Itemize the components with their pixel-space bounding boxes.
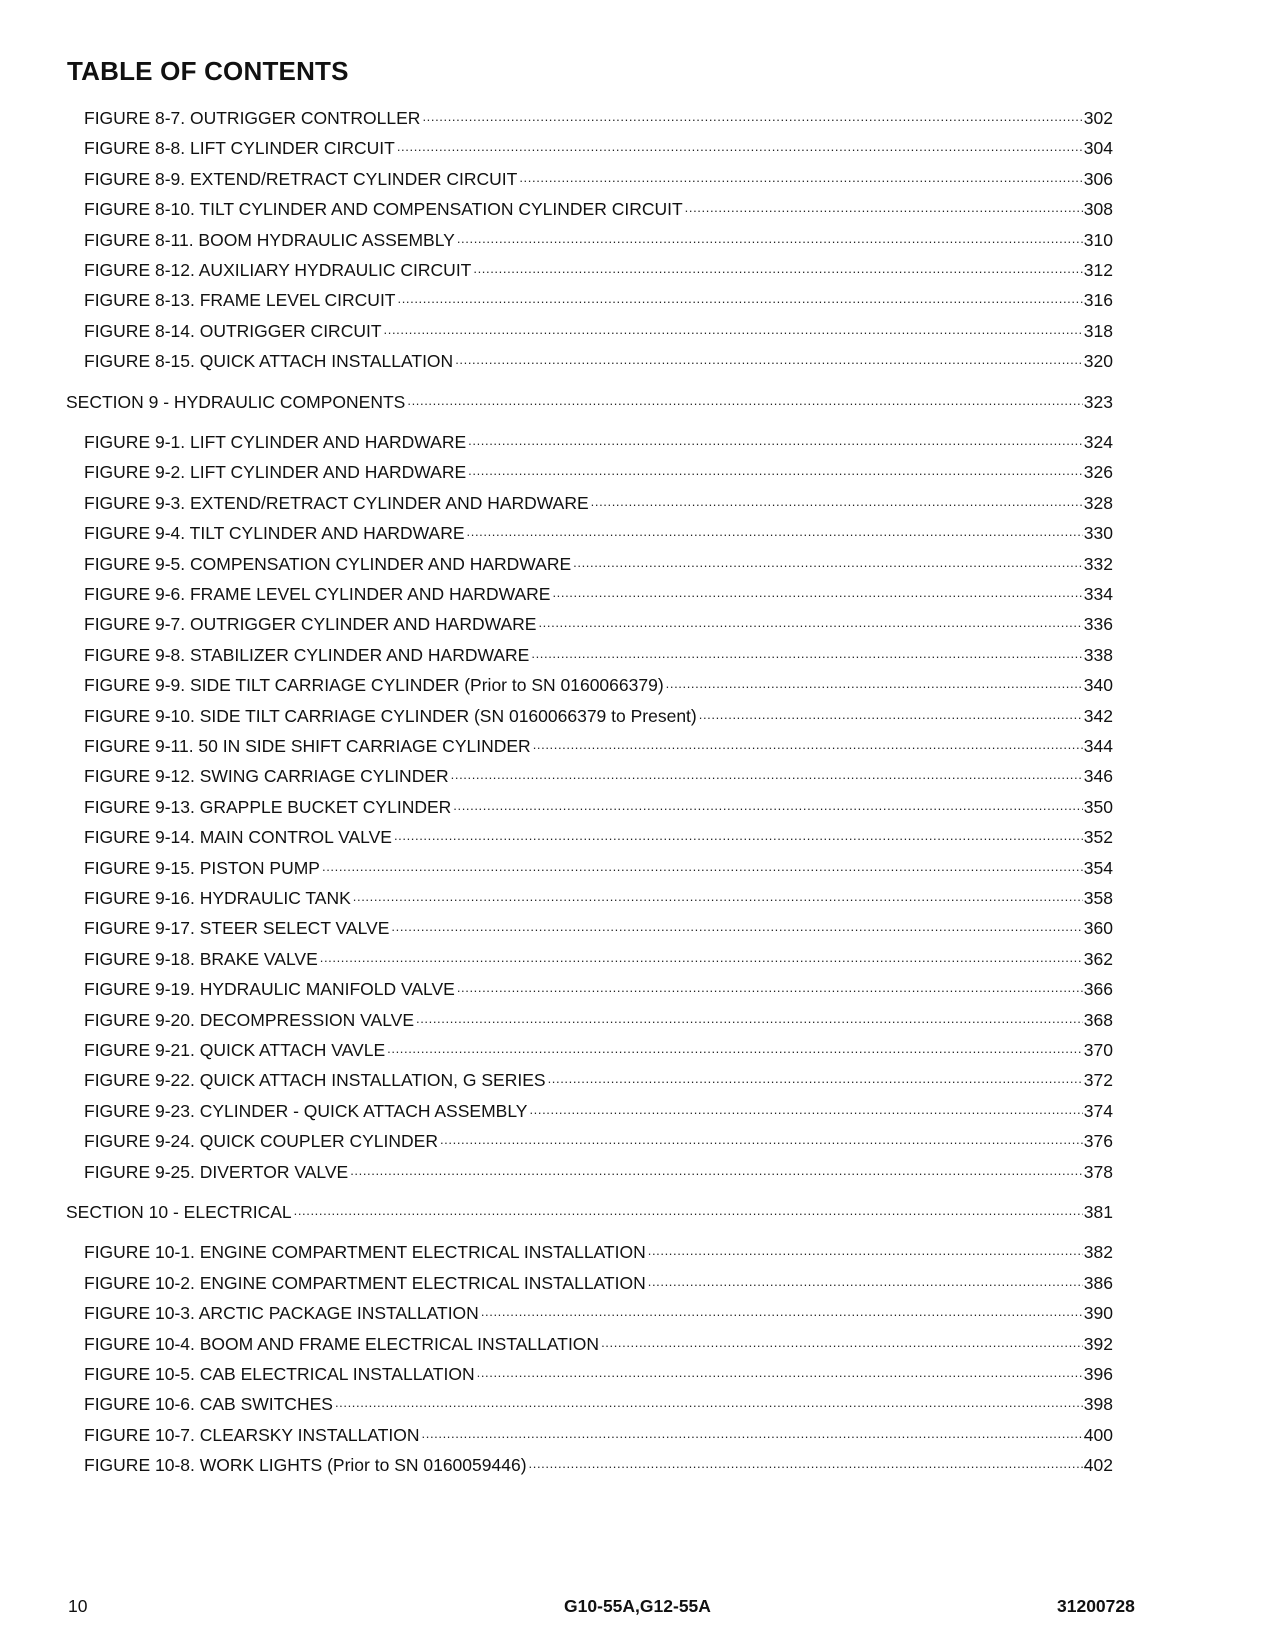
toc-entry-page: 302: [1083, 108, 1113, 128]
toc-entry-label: FIGURE 9-16. HYDRAULIC TANK: [84, 888, 351, 908]
footer-model: G10-55A,G12-55A: [564, 1596, 711, 1616]
toc-entry-label: FIGURE 10-8. WORK LIGHTS (Prior to SN 0160059446): [84, 1455, 527, 1476]
toc-figure-entry[interactable]: [84, 916, 1113, 940]
toc-section-entry[interactable]: [66, 1200, 1113, 1224]
toc-figure-entry[interactable]: [84, 349, 1113, 373]
toc-entry-label: FIGURE 8-12. AUXILIARY HYDRAULIC CIRCUIT: [84, 260, 472, 280]
toc-entry-page: 304: [1083, 138, 1113, 159]
dot-leader: [552, 584, 1082, 602]
toc-entry-label: FIGURE 9-9. SIDE TILT CARRIAGE CYLINDER (Prior to SN 0160066379): [84, 675, 664, 696]
toc-entry-page: 316: [1083, 290, 1113, 311]
toc-entry-page: 310: [1083, 229, 1113, 250]
dot-leader: [548, 1070, 1083, 1088]
toc-entry-label: FIGURE 9-11. 50 IN SIDE SHIFT CARRIAGE CYLINDER: [84, 736, 531, 756]
dot-leader: [384, 321, 1083, 339]
dot-leader: [335, 1394, 1083, 1412]
toc-figure-entry[interactable]: [84, 1301, 1113, 1325]
toc-entry-page: 378: [1083, 1161, 1113, 1182]
toc-entry-page: 338: [1083, 644, 1113, 665]
toc-entry-label: FIGURE 9-3. EXTEND/RETRACT CYLINDER AND HARDWARE: [84, 492, 589, 513]
toc-figure-entry[interactable]: [84, 258, 1113, 282]
toc-entry-page: 328: [1083, 492, 1113, 513]
toc-entry-page: 358: [1083, 888, 1113, 908]
footer-document-number: 31200728: [1057, 1596, 1135, 1616]
page-title: TABLE OF CONTENTS: [67, 56, 349, 86]
toc-figure-entry[interactable]: [84, 136, 1113, 160]
toc-figure-entry[interactable]: [84, 1392, 1113, 1416]
toc-figure-entry[interactable]: [84, 1008, 1113, 1032]
toc-entry-label: FIGURE 8-10. TILT CYLINDER AND COMPENSATION CYLINDER CIRCUIT: [84, 199, 683, 220]
toc-entry-label: FIGURE 9-8. STABILIZER CYLINDER AND HARDWARE: [84, 644, 530, 665]
toc-entry-page: 400: [1083, 1424, 1113, 1445]
toc-entry-label: FIGURE 9-25. DIVERTOR VALVE: [84, 1161, 349, 1182]
dot-leader: [397, 138, 1083, 156]
toc-figure-entry[interactable]: [84, 521, 1113, 545]
toc-entry-label: FIGURE 9-10. SIDE TILT CARRIAGE CYLINDER (SN 0160066379 to Present): [84, 705, 697, 726]
dot-leader: [666, 675, 1083, 693]
toc-entry-label: FIGURE 9-4. TILT CYLINDER AND HARDWARE: [84, 523, 465, 544]
toc-entry-page: 324: [1083, 432, 1113, 452]
toc-entry-page: 381: [1083, 1202, 1113, 1222]
toc-entry-label: FIGURE 8-11. BOOM HYDRAULIC ASSEMBLY: [84, 229, 455, 250]
toc-figure-entry[interactable]: [84, 856, 1113, 880]
toc-entry-page: 306: [1083, 168, 1113, 189]
toc-figure-entry[interactable]: [84, 825, 1113, 849]
toc-entry-page: 368: [1083, 1009, 1113, 1030]
toc-entry-label: FIGURE 9-23. CYLINDER - QUICK ATTACH ASSEMBLY: [84, 1100, 528, 1121]
toc-entry-label: FIGURE 9-24. QUICK COUPLER CYLINDER: [84, 1131, 438, 1152]
toc-entry-label: FIGURE 9-1. LIFT CYLINDER AND HARDWARE: [84, 432, 467, 452]
toc-entry-page: 392: [1083, 1333, 1113, 1354]
toc-entry-page: 340: [1083, 675, 1113, 696]
toc-entry-label: SECTION 10 - ELECTRICAL: [66, 1202, 292, 1222]
dot-leader: [457, 979, 1083, 997]
dot-leader: [457, 230, 1083, 248]
dot-leader: [591, 493, 1083, 511]
toc-section-entry[interactable]: [66, 390, 1113, 414]
dot-leader: [529, 1455, 1083, 1473]
toc-entry-page: 308: [1083, 199, 1113, 220]
toc-entry-page: 386: [1083, 1272, 1113, 1293]
toc-entry-page: 330: [1083, 523, 1113, 544]
toc-entry-label: SECTION 9 - HYDRAULIC COMPONENTS: [66, 391, 406, 412]
dot-leader: [398, 290, 1083, 308]
toc-figure-entry[interactable]: [84, 1332, 1113, 1356]
toc-entry-page: 346: [1083, 766, 1113, 787]
toc-entry-page: 342: [1083, 705, 1113, 726]
dot-leader: [473, 260, 1082, 278]
toc-entry-label: FIGURE 9-15. PISTON PUMP: [84, 857, 320, 878]
toc-figure-entry[interactable]: [84, 491, 1113, 515]
toc-entry-page: 372: [1083, 1070, 1113, 1091]
toc-figure-entry[interactable]: [84, 1099, 1113, 1123]
toc-entry-label: FIGURE 10-2. ENGINE COMPARTMENT ELECTRICAL INSTALLATION: [84, 1272, 646, 1293]
toc-entry-page: 312: [1083, 260, 1113, 280]
toc-entry-label: FIGURE 8-14. OUTRIGGER CIRCUIT: [84, 320, 382, 341]
toc-entry-page: 318: [1083, 320, 1113, 341]
toc-entry-page: 326: [1083, 462, 1113, 483]
dot-leader: [467, 523, 1083, 541]
dot-leader: [416, 1010, 1083, 1028]
toc-entry-page: 350: [1083, 796, 1113, 817]
toc-entry-page: 382: [1083, 1242, 1113, 1263]
toc-entry-page: 396: [1083, 1364, 1113, 1384]
dot-leader: [391, 918, 1082, 936]
dot-leader: [538, 614, 1082, 632]
dot-leader: [648, 1273, 1083, 1291]
dot-leader: [387, 1040, 1083, 1058]
toc-entry-label: FIGURE 8-15. QUICK ATTACH INSTALLATION: [84, 351, 454, 372]
dot-leader: [320, 949, 1083, 967]
toc-figure-entry[interactable]: [84, 1453, 1113, 1477]
toc-figure-entry[interactable]: [84, 552, 1113, 576]
toc-entry-page: 376: [1083, 1131, 1113, 1152]
toc-entry-label: FIGURE 9-19. HYDRAULIC MANIFOLD VALVE: [84, 979, 455, 1000]
dot-leader: [573, 554, 1083, 572]
toc-entry-page: 398: [1083, 1394, 1113, 1415]
toc-entry-label: FIGURE 9-2. LIFT CYLINDER AND HARDWARE: [84, 462, 467, 483]
toc-entry-page: 323: [1083, 391, 1113, 412]
toc-figure-entry[interactable]: [84, 886, 1113, 910]
toc-entry-label: FIGURE 8-8. LIFT CYLINDER CIRCUIT: [84, 138, 395, 159]
toc-entry-label: FIGURE 9-17. STEER SELECT VALVE: [84, 918, 390, 939]
dot-leader: [699, 706, 1083, 724]
toc-entry-label: FIGURE 9-20. DECOMPRESSION VALVE: [84, 1009, 414, 1030]
dot-leader: [394, 827, 1083, 845]
toc-entry-label: FIGURE 9-12. SWING CARRIAGE CYLINDER: [84, 766, 449, 787]
dot-leader: [533, 736, 1083, 754]
toc-entry-page: 320: [1083, 351, 1113, 372]
toc-figure-entry[interactable]: [84, 228, 1113, 252]
dot-leader: [455, 351, 1083, 369]
dot-leader: [648, 1242, 1083, 1260]
dot-leader: [468, 462, 1083, 480]
toc-figure-entry[interactable]: [84, 977, 1113, 1001]
dot-leader: [601, 1334, 1083, 1352]
toc-figure-entry[interactable]: [84, 704, 1113, 728]
dot-leader: [353, 888, 1083, 906]
dot-leader: [685, 199, 1083, 217]
dot-leader: [529, 1101, 1082, 1119]
toc-figure-entry[interactable]: [84, 1423, 1113, 1447]
toc-entry-page: 332: [1083, 553, 1113, 574]
toc-entry-label: FIGURE 9-6. FRAME LEVEL CYLINDER AND HARDWARE: [84, 584, 551, 604]
toc-entry-page: 354: [1083, 857, 1113, 878]
toc-entry-label: FIGURE 10-5. CAB ELECTRICAL INSTALLATION: [84, 1364, 475, 1384]
toc-entry-label: FIGURE 10-6. CAB SWITCHES: [84, 1394, 333, 1415]
toc-entry-page: 366: [1083, 979, 1113, 1000]
toc-entry-page: 362: [1083, 948, 1113, 969]
toc-entry-label: FIGURE 9-7. OUTRIGGER CYLINDER AND HARDWARE: [84, 614, 537, 635]
footer-page-number: 10: [68, 1596, 88, 1616]
toc-entry-label: FIGURE 9-13. GRAPPLE BUCKET CYLINDER: [84, 796, 452, 817]
dot-leader: [440, 1131, 1083, 1149]
dot-leader: [453, 797, 1083, 815]
dot-leader: [322, 858, 1083, 876]
toc-entry-label: FIGURE 10-7. CLEARSKY INSTALLATION: [84, 1424, 420, 1445]
toc-entry-label: FIGURE 9-18. BRAKE VALVE: [84, 948, 318, 969]
dot-leader: [519, 169, 1082, 187]
toc-entry-label: FIGURE 8-13. FRAME LEVEL CIRCUIT: [84, 290, 396, 311]
dot-leader: [477, 1364, 1083, 1382]
toc-entry-label: FIGURE 10-3. ARCTIC PACKAGE INSTALLATION: [84, 1303, 479, 1324]
toc-figure-entry[interactable]: [84, 167, 1113, 191]
dot-leader: [294, 1202, 1083, 1220]
toc-entry-label: FIGURE 9-5. COMPENSATION CYLINDER AND HARDWARE: [84, 553, 572, 574]
toc-entry-label: FIGURE 8-9. EXTEND/RETRACT CYLINDER CIRCUIT: [84, 168, 518, 189]
dot-leader: [422, 108, 1082, 126]
toc-figure-entry[interactable]: [84, 197, 1113, 221]
toc-figure-entry[interactable]: [84, 1038, 1113, 1062]
toc-figure-entry[interactable]: [84, 1129, 1113, 1153]
toc-figure-entry[interactable]: [84, 430, 1113, 454]
toc-entry-page: 390: [1083, 1303, 1113, 1324]
dot-leader: [468, 432, 1083, 450]
toc-figure-entry[interactable]: [84, 1271, 1113, 1295]
toc-figure-entry[interactable]: [84, 795, 1113, 819]
toc-figure-entry[interactable]: [84, 582, 1113, 606]
toc-entry-label: FIGURE 8-7. OUTRIGGER CONTROLLER: [84, 108, 421, 128]
toc-entry-label: FIGURE 10-4. BOOM AND FRAME ELECTRICAL INSTALLATION: [84, 1333, 600, 1354]
toc-figure-entry[interactable]: [84, 288, 1113, 312]
toc-entry-label: FIGURE 9-21. QUICK ATTACH VAVLE: [84, 1040, 386, 1060]
toc-figure-entry[interactable]: [84, 1160, 1113, 1184]
toc-entry-page: 402: [1083, 1455, 1113, 1476]
toc-figure-entry[interactable]: [84, 643, 1113, 667]
toc-entry-page: 352: [1083, 827, 1113, 848]
toc-entry-page: 370: [1083, 1040, 1113, 1060]
toc-entry-label: FIGURE 9-22. QUICK ATTACH INSTALLATION, G SERIES: [84, 1070, 546, 1091]
toc-figure-entry[interactable]: [84, 947, 1113, 971]
toc-figure-entry[interactable]: [84, 319, 1113, 343]
dot-leader: [481, 1303, 1083, 1321]
toc-entry-page: 336: [1083, 614, 1113, 635]
toc-entry-page: 374: [1083, 1100, 1113, 1121]
toc-figure-entry[interactable]: [84, 1068, 1113, 1092]
toc-entry-label: FIGURE 10-1. ENGINE COMPARTMENT ELECTRICAL INSTALLATION: [84, 1242, 646, 1263]
toc-entry-page: 334: [1083, 584, 1113, 604]
dot-leader: [350, 1162, 1083, 1180]
toc-entry-label: FIGURE 9-14. MAIN CONTROL VALVE: [84, 827, 392, 848]
toc-figure-entry[interactable]: [84, 764, 1113, 788]
dot-leader: [531, 645, 1082, 663]
toc-figure-entry[interactable]: [84, 612, 1113, 636]
dot-leader: [422, 1425, 1083, 1443]
toc-figure-entry[interactable]: [84, 1362, 1113, 1386]
dot-leader: [407, 392, 1082, 410]
toc-figure-entry[interactable]: [84, 1240, 1113, 1264]
toc-entry-page: 360: [1083, 918, 1113, 939]
toc-figure-entry[interactable]: [84, 460, 1113, 484]
toc-figure-entry[interactable]: [84, 106, 1113, 130]
dot-leader: [451, 766, 1083, 784]
toc-entry-page: 344: [1083, 736, 1113, 756]
toc-figure-entry[interactable]: [84, 734, 1113, 758]
toc-figure-entry[interactable]: [84, 673, 1113, 697]
